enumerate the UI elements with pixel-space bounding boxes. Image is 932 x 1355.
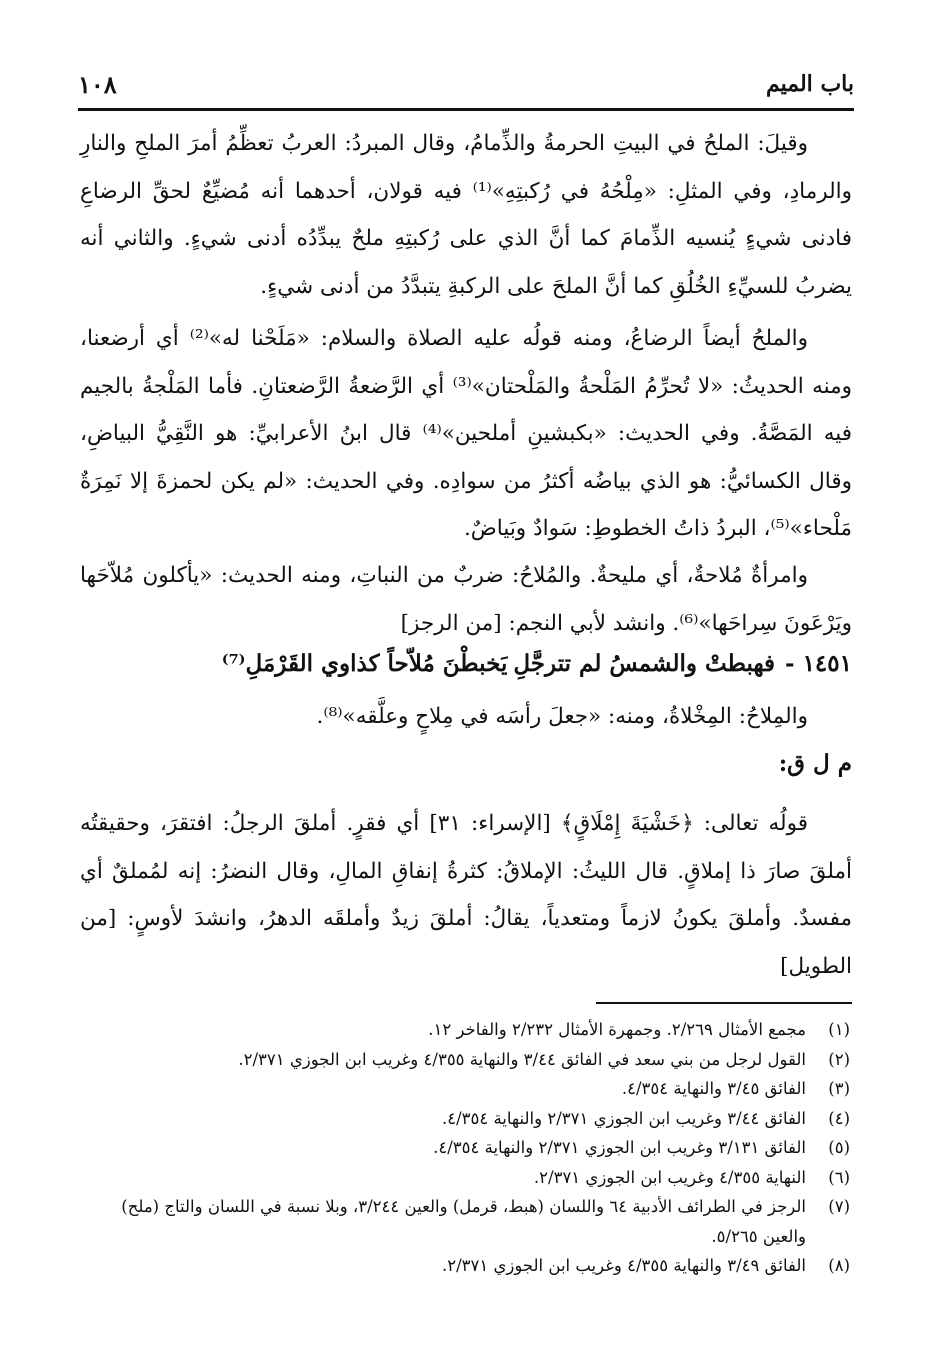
running-header [78, 66, 854, 102]
footnote-text: النهاية ٤/٣٥٥ وغريب ابن الجوزي ٢/٣٧١. [533, 1167, 806, 1187]
footnote-number: (١) [828, 1020, 850, 1039]
chapter-title: باب الميم [765, 71, 854, 97]
page-number: ١٠٨ [78, 69, 117, 99]
paragraph-imlaq: قولُه تعالى: ﴿خَشْيَةَ إِمْلَاقٍ﴾ [الإسراء: ٣١] أي فقرٍ. أملقَ الرجلُ: افتقرَ، وحقيقتُه أملقَ صارَ ذا إملاقٍ. قال الليثُ: الإملاقُ: كثرةُ إنفاقِ المالِ، وقال النضرُ: إنه لمُملقٌ أي مفسدٌ. وأملقَ يكونُ لازماً ومتعدياً، يقالُ: أملقَ زيدٌ وأملقَه الدهرُ، وانشدَ لأوسٍ: [من الطويل] [80, 811, 852, 979]
footnote-number: (٣) [828, 1079, 850, 1098]
footnote-number: (٢) [828, 1049, 850, 1069]
footnote-text: الرجز في الطرائف الأدبية ٦٤ واللسان (هبط، قرمل) والعين ٣/٢٤٤، وبلا نسبة في اللسان والتاج (ملح) والعين ٥/٢٦٥. [121, 1197, 806, 1246]
footnote-number: (٨) [828, 1256, 850, 1275]
footnote-text: القول لرجل من بني سعد في الفائق ٣/٤٤ والنهاية ٤/٣٥٥ وغريب ابن الجوزي ٢/٣٧١. [238, 1049, 806, 1069]
paragraph-mulaha: وامرأةٌ مُلاحةٌ، أي مليحةٌ. والمُلاحُ: ضربٌ من النباتِ، ومنه الحديث: «يأكلون مُلاّحَها ويَرْعَونَ سِراحَها»⁽⁶⁾. وانشد لأبي النجم: [من الرجز] [80, 563, 852, 636]
footnote-number: (٦) [828, 1167, 850, 1187]
footnote-separator [596, 1002, 852, 1004]
footnotes-list [90, 1015, 850, 1281]
paragraph-salt-nursing: والملحُ أيضاً الرضاعُ، ومنه قولُه عليه الصلاة والسلام: «مَلَحْنا له»⁽²⁾ أي أرضعنا، ومنه الحديثُ: «لا تُحرِّمُ المَلْحةُ والمَلْحتان»⁽³⁾ أي الرَّضعةُ الرَّضعتانِ. فأما المَلْجةُ بالجيم فيه المَصَّةُ. وفي الحديث: «بكبشينِ أملحين»⁽⁴⁾ قال ابنُ الأعرابيِّ: هو النَّقِيُّ البياضِ، وقال الكسائيُّ: هو الذي بياضُه أكثرُ من سوادِه. وفي الحديث: «لم يكن لحمزةَ إلا نَمِرَةٌ مَلْحاء»⁽⁵⁾، البردُ ذاتُ الخطوطِ: سَوادٌ وبَياضٌ. [80, 326, 852, 541]
footnote-text: مجمع الأمثال ٢/٢٦٩. وجمهرة الأمثال ٢/٢٣٢ والفاخر ١٢. [428, 1020, 806, 1039]
verse-hemistich-first: فهبطتْ والشمسُ لم تترجَّلِ [513, 649, 776, 677]
footnote-text: الفائق ٣/٤٥ والنهاية ٤/٣٥٤. [621, 1079, 806, 1098]
paragraph-milah: والمِلاحُ: المِخْلاةُ، ومنه: «جعلَ رأسَه في مِلاحٍ وعلَّقه»⁽⁸⁾. [316, 704, 808, 729]
footnote-item [90, 1104, 850, 1134]
footnote-item [90, 1192, 850, 1251]
verse-hemistich-second: يَخبطْنَ مُلاّحاً كذاوي القَرْمَلِ⁽⁷⁾ [221, 649, 508, 677]
footnote-text: الفائق ٣/٤٤ وغريب ابن الجوزي ٢/٣٧١ والنهاية ٤/٣٥٤. [441, 1108, 806, 1128]
footnote-number: (٥) [828, 1138, 850, 1157]
footnote-item [90, 1163, 850, 1193]
footnote-item [90, 1251, 850, 1281]
paragraph-salt-sanctity: وقيلَ: الملحُ في البيتِ الحرمةُ والذِّمامُ، وقال المبردُ: العربُ تعظِّمُ أمرَ الملحِ والنارِ والرمادِ، وفي المثلِ: «مِلْحُهُ في رُكبتِهِ»⁽¹⁾ فيه قولان، أحدهما أنه مُضيِّعٌ لحقِّ الرضاعِ فادنى شيءٍ يُنسيه الذِّمامَ كما أنَّ الذي على رُكبتِهِ ملحٌ يبدِّدُه أدنى شيءٍ. والثاني أنه يضربُ للسيِّءِ الخُلُقِ كما أنَّ الملحَ على الركبةِ يتبدَّدُ من أدنى شيءٍ. [80, 131, 852, 299]
header-rule [78, 108, 854, 111]
entry-heading: م ل ق: [778, 750, 852, 777]
footnote-item [90, 1133, 850, 1163]
footnote-text: الفائق ٣/١٣١ وغريب ابن الجوزي ٢/٣٧١ والنهاية ٤/٣٥٤. [433, 1138, 806, 1157]
footnote-item [90, 1015, 850, 1045]
footnote-item [90, 1074, 850, 1104]
footnote-text: الفائق ٣/٤٩ والنهاية ٤/٣٥٥ وغريب ابن الجوزي ٢/٣٧١. [441, 1256, 806, 1275]
verse-number: ١٤٥١ - [785, 649, 852, 677]
footnote-item [90, 1045, 850, 1075]
footnote-number: (٧) [828, 1197, 850, 1216]
footnote-number: (٤) [828, 1108, 850, 1128]
verse-line [80, 641, 852, 685]
